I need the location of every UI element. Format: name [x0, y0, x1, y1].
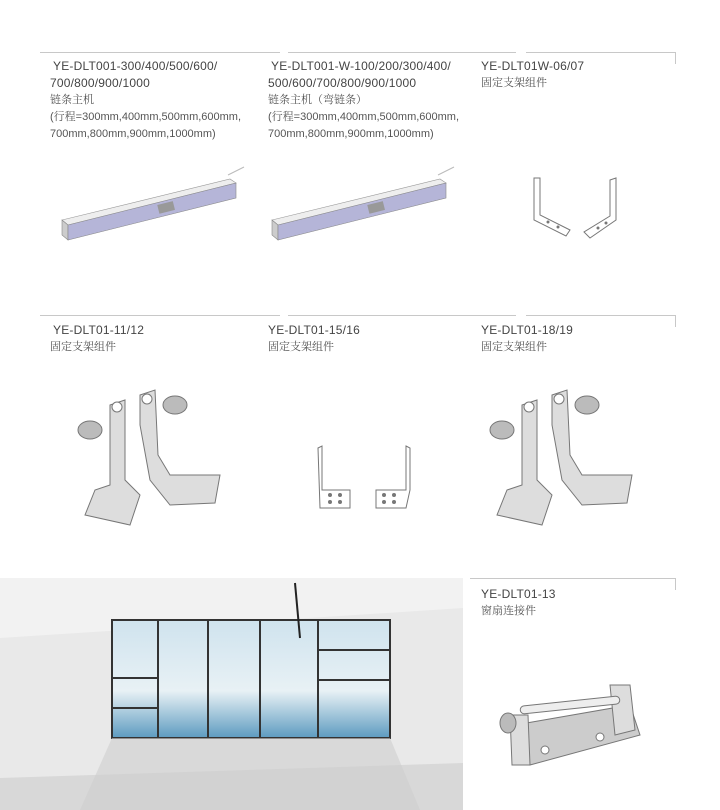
- product-name: 链条主机（弯链条）: [268, 94, 367, 106]
- flat-bracket-image: [310, 440, 420, 515]
- model-number: YE-DLT001-300/400/500/600/: [53, 59, 218, 73]
- product-spec: 700mm,800mm,900mm,1000mm): [50, 128, 216, 140]
- product-spec: (行程=300mm,400mm,500mm,600mm,: [268, 111, 460, 123]
- bracket-with-bolts-image: [70, 385, 240, 535]
- bracket-with-bolts-image: [482, 385, 652, 535]
- product-card-chain-actuator: [50, 58, 241, 143]
- product-name: 固定支架组件: [268, 341, 334, 353]
- product-card-bracket-11-12: [50, 322, 144, 356]
- divider: [675, 52, 676, 64]
- model-number: 700/800/900/1000: [50, 76, 150, 90]
- product-card-bracket-15-16: [268, 322, 360, 356]
- model-number: YE-DLT01-18/19: [481, 323, 573, 337]
- divider: [675, 578, 676, 590]
- chain-actuator-image: [58, 165, 248, 245]
- product-name: 固定支架组件: [481, 77, 547, 89]
- sash-connector-image: [490, 675, 650, 785]
- divider: [526, 52, 676, 53]
- product-spec: 700mm,800mm,900mm,1000mm): [268, 128, 434, 140]
- divider: [288, 52, 516, 53]
- product-name: 链条主机: [50, 94, 94, 106]
- model-number: YE-DLT01W-06/07: [481, 59, 585, 73]
- bracket-image: [520, 170, 630, 245]
- product-name: 固定支架组件: [481, 341, 547, 353]
- interior-window-photo: [0, 578, 463, 810]
- product-card-chain-actuator-curved: [268, 58, 459, 143]
- product-spec: (行程=300mm,400mm,500mm,600mm,: [50, 111, 242, 123]
- divider: [675, 315, 676, 327]
- model-number: 500/600/700/800/900/1000: [268, 76, 417, 90]
- divider: [40, 52, 280, 53]
- product-name: 窗扇连接件: [481, 605, 536, 617]
- product-name: 固定支架组件: [50, 341, 116, 353]
- divider: [526, 315, 676, 316]
- curved-chain-actuator-image: [268, 165, 458, 245]
- product-card-sash-connector: [481, 586, 556, 620]
- divider: [470, 578, 676, 579]
- product-card-bracket-18-19: [481, 322, 573, 356]
- product-card-bracket-06-07: [481, 58, 584, 92]
- model-number: YE-DLT01-15/16: [268, 323, 360, 337]
- divider: [288, 315, 516, 316]
- model-number: YE-DLT01-13: [481, 587, 556, 601]
- model-number: YE-DLT001-W-100/200/300/400/: [271, 59, 451, 73]
- divider: [40, 315, 280, 316]
- model-number: YE-DLT01-11/12: [53, 323, 145, 337]
